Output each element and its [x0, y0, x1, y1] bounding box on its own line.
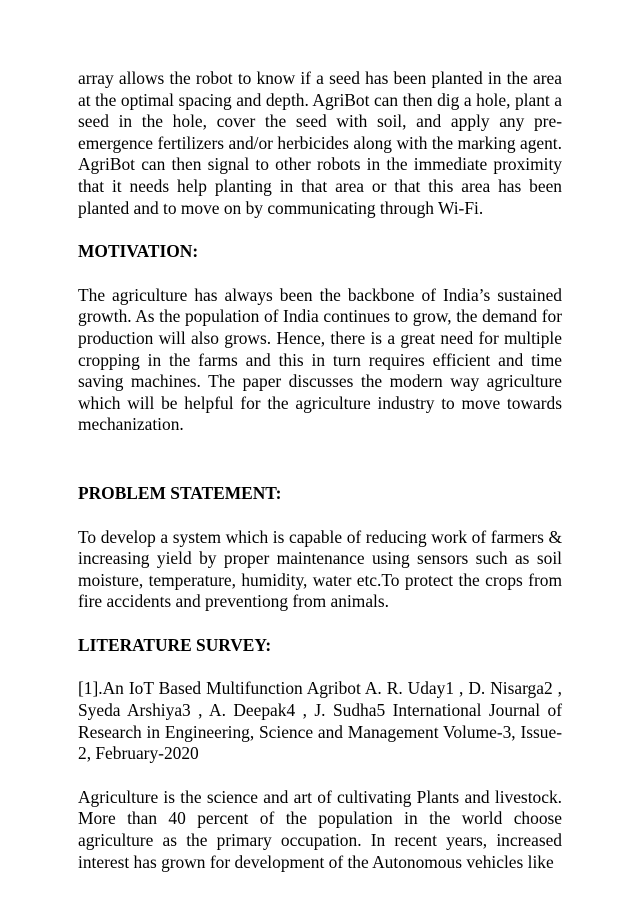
- document-page: [78, 68, 562, 873]
- motivation-heading: MOTIVATION:: [78, 241, 199, 262]
- agriculture-paragraph: Agriculture is the science and art of cultivating Plants and livestock. More than 40 percent of the population in the world choose agriculture as the primary occupation. In recent years, increased interest has grown for development of the Autonomous vehicles like: [78, 786, 562, 872]
- reference-1-paragraph: [1].An IoT Based Multifunction Agribot A. R. Uday1 , D. Nisarga2 , Syeda Arshiya3 , A. Deepak4 , J. Sudha5 International Journal of Research in Engineering, Science and Management Volume-3, Issue-2, February-2020: [78, 678, 562, 764]
- intro-paragraph: array allows the robot to know if a seed has been planted in the area at the optimal spacing and depth. AgriBot can then dig a hole, plant a seed in the hole, cover the seed with soil, and apply any pre-emergence fertilizers and/or herbicides along with the marking agent. AgriBot can then signal to other robots in the immediate proximity that it needs help planting in that area or that this area has been planted and to move on by communicating through Wi-Fi.: [78, 68, 562, 218]
- literature-survey-heading: LITERATURE SURVEY:: [78, 634, 272, 655]
- motivation-paragraph: The agriculture has always been the backbone of India’s sustained growth. As the population of India continues to grow, the demand for production will also grows. Hence, there is a great need for multiple cropping in the farms and this in turn requires efficient and time saving machines. The paper discusses the modern way agriculture which will be helpful for the agriculture industry to move towards mechanization.: [78, 284, 562, 435]
- problem-statement-heading: PROBLEM STATEMENT:: [78, 482, 282, 503]
- problem-statement-paragraph: To develop a system which is capable of reducing work of farmers & increasing yield by proper maintenance using sensors such as soil moisture, temperature, humidity, water etc.To protect the crops from fire accidents and preventiong from animals.: [78, 526, 562, 612]
